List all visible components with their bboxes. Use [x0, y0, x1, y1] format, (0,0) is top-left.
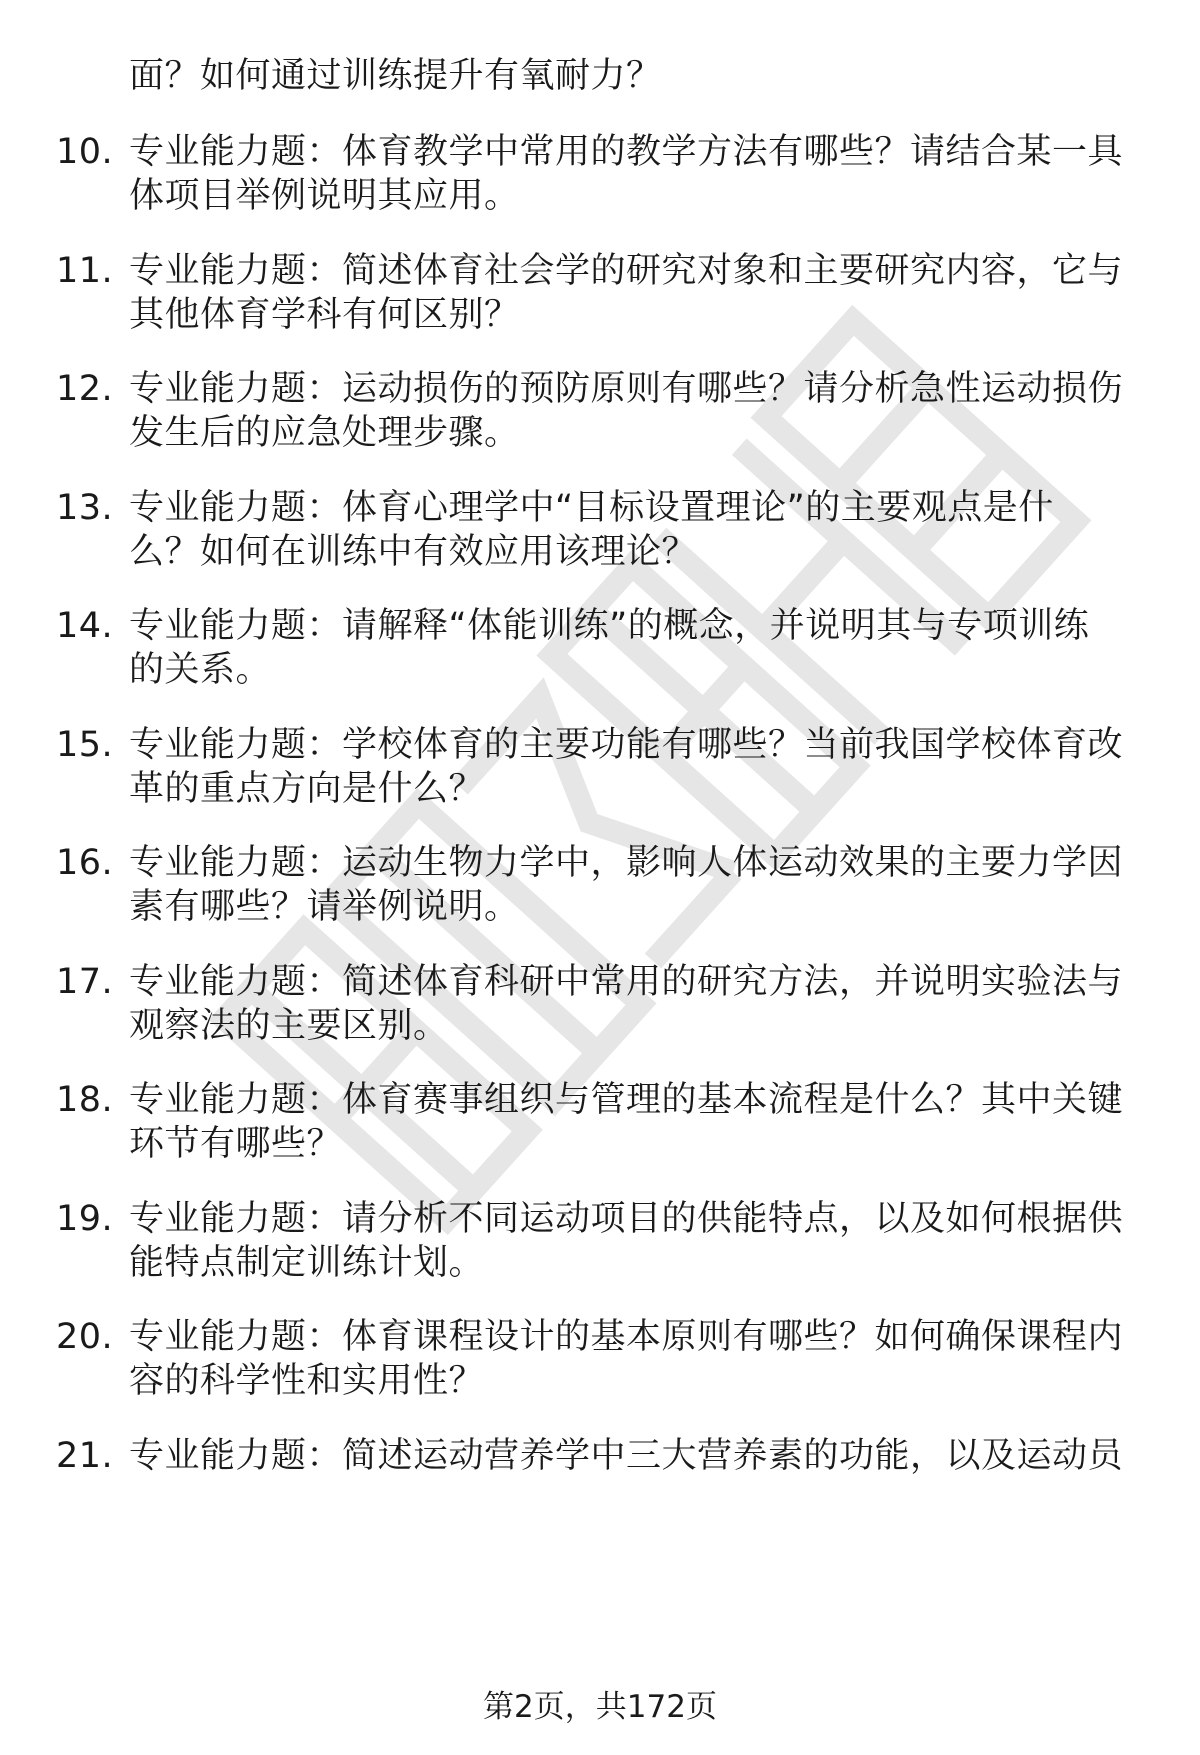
question-text: 专业能力题：简述体育科研中常用的研究方法，并说明实验法与	[129, 962, 1124, 1002]
question-number: 11.	[56, 251, 114, 291]
question-number: 19.	[56, 1199, 114, 1239]
continuation-text: 面？如何通过训练提升有氧耐力？	[129, 56, 662, 96]
question-text: 专业能力题：简述体育社会学的研究对象和主要研究内容，它与	[129, 251, 1124, 291]
question-number: 14.	[56, 606, 114, 646]
question-text: 专业能力题：请分析不同运动项目的供能特点，以及如何根据供	[129, 1199, 1124, 1239]
question-text: 容的科学性和实用性？	[129, 1361, 485, 1401]
question-text: 观察法的主要区别。	[129, 1006, 449, 1046]
question-text: 专业能力题：体育教学中常用的教学方法有哪些？请结合某一具	[129, 132, 1124, 172]
question-text: 专业能力题：运动损伤的预防原则有哪些？请分析急性运动损伤	[129, 369, 1124, 409]
question-number: 20.	[56, 1317, 114, 1357]
question-number: 13.	[56, 488, 114, 528]
question-text: 革的重点方向是什么？	[129, 769, 485, 809]
question-number: 15.	[56, 725, 114, 765]
question-text: 素有哪些？请举例说明。	[129, 887, 520, 927]
question-text: 专业能力题：体育心理学中“目标设置理论”的主要观点是什	[129, 488, 1054, 528]
question-number: 10.	[56, 132, 114, 172]
question-number: 18.	[56, 1080, 114, 1120]
question-text: 专业能力题：运动生物力学中，影响人体运动效果的主要力学因	[129, 843, 1124, 883]
question-text: 体项目举例说明其应用。	[129, 176, 520, 216]
question-text: 么？如何在训练中有效应用该理论？	[129, 532, 698, 572]
question-text: 的关系。	[129, 650, 272, 690]
question-text: 专业能力题：体育课程设计的基本原则有哪些？如何确保课程内	[129, 1317, 1124, 1357]
question-text: 能特点制定训练计划。	[129, 1243, 485, 1283]
question-text: 环节有哪些？	[129, 1124, 343, 1164]
page-indicator: 第2页，共172页	[483, 1689, 717, 1725]
question-number: 12.	[56, 369, 114, 409]
question-text: 专业能力题：学校体育的主要功能有哪些？当前我国学校体育改	[129, 725, 1124, 765]
question-text: 专业能力题：简述运动营养学中三大营养素的功能，以及运动员	[129, 1436, 1124, 1476]
question-number: 16.	[56, 843, 114, 883]
question-text: 专业能力题：请解释“体能训练”的概念，并说明其与专项训练	[129, 606, 1090, 646]
question-text: 专业能力题：体育赛事组织与管理的基本流程是什么？其中关键	[129, 1080, 1124, 1120]
question-number: 17.	[56, 962, 114, 1002]
question-text: 发生后的应急处理步骤。	[129, 413, 520, 453]
question-number: 21.	[56, 1436, 114, 1476]
question-text: 其他体育学科有何区别？	[129, 295, 520, 335]
